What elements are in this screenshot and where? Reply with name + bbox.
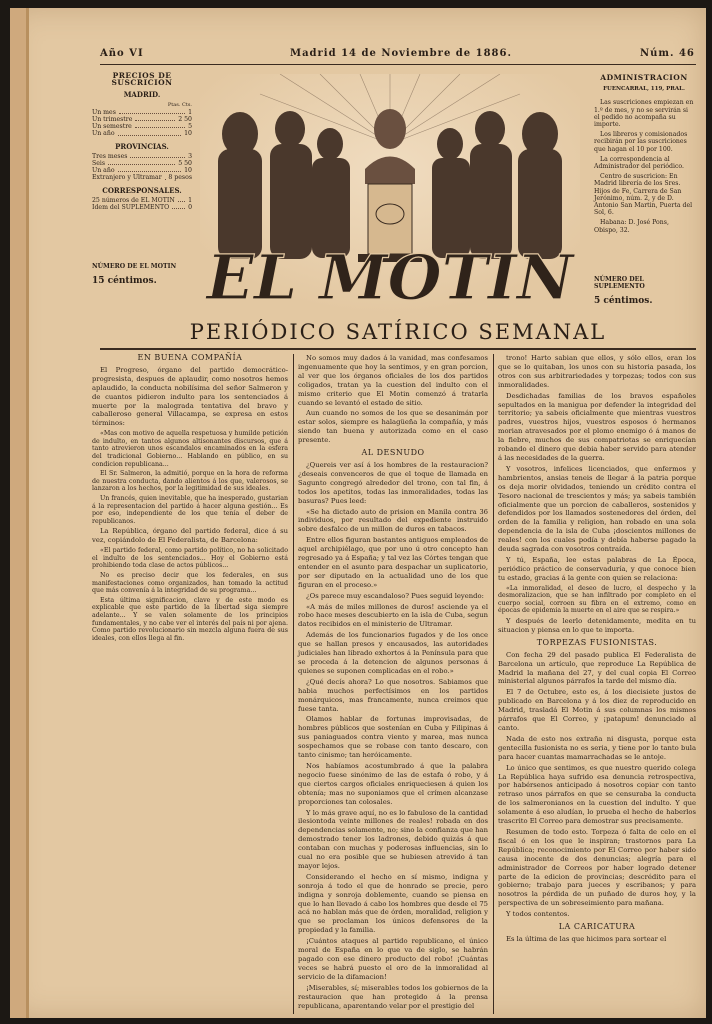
price-row xyxy=(92,160,192,167)
price-row-label: Un año xyxy=(92,167,115,175)
price-row-label: Un año xyxy=(92,130,115,138)
price-row xyxy=(92,116,192,123)
supplement-label: NÚMERO DEL SUPLEMENTO xyxy=(594,276,645,290)
paragraph: «El partido federal, como partido político, no ha solicitado el indulto de los sentenciados... Hoy el Gobierno está prohibiendo toda clase de actos públicos... xyxy=(92,547,288,570)
paragraph: Además de los funcionarios fugados y de los once que se hallan presos y encausados, las autoridades judiciales han librado exhortos á la Península para que se proceda á la detencion de algunos personas á quienes se suponen complicadas en el robo.» xyxy=(298,631,488,675)
paragraph: ¡Miserables, sí; miserables todos los gobiernos de la restauracion que han protegido á la prensa republicana, aparentando velar por el prestigio del xyxy=(298,983,488,1010)
price-row-value: 10 xyxy=(184,130,192,138)
price-row-label: 25 números de EL MOTIN xyxy=(92,196,175,204)
price-row-label: Seis xyxy=(92,160,106,168)
column-2 xyxy=(298,354,488,1012)
leader-dots xyxy=(118,130,182,135)
paragraph: Y después de leerlo detenidamente, medita en tu situacion y piensa en lo que te importa. xyxy=(498,617,696,634)
leader-dots xyxy=(118,167,182,172)
paragraph: «Mas con motivo de aquella respetuosa y humilde petición de indulto, en tantos algunos altisonantes discursos, que á tanto atrevieron unos escandalos encaminados en la esfera del tradicional Gobierno... Hablando en público, en su condicion republicana... xyxy=(92,430,288,468)
leader-dots xyxy=(119,109,185,114)
issue-price-block xyxy=(92,263,192,286)
price-row-label: Un trimestre xyxy=(92,116,133,124)
paragraph: El Progreso, órgano del partido democrático-progresista, despues de aplaudir, como nosotros hemos aplaudido, la conducta nobilísima del señor Salmeron y de cuantos pidieron indulto para los sentenciados á muerte por la malograda tentativa del bravo y caballeroso general Villacampa, se expresa en estos términos: xyxy=(92,365,288,428)
leader-dots xyxy=(130,153,185,158)
column-3 xyxy=(498,354,696,946)
paragraph: «Se ha dictado auto de prision en Manila contra 36 individuos, por resultado del expediente instruido sobre desfalco de un millon de duros en tabacos. xyxy=(298,507,488,534)
paragraph: El 7 de Octubre, esto es, á los diecisiete justos de publicado en Barcelona y á los diez de reproducido en Madrid, trasladá El Motin á sus columnas los mismos párrafos que El Correo, y ¡patapum! denunciado al canto. xyxy=(498,688,696,732)
administration-line: Centro de suscricion: En Madrid librería de los Sres. Hijos de Fe, Carrera de San Jerónimo, núm. 2, y de D. Antonio San Martin, Puerta del Sol, 6. xyxy=(594,173,693,217)
administration-line: Las suscriciones empiezan en 1.º de mes, y no se servirán si el pedido no acompaña su importe. xyxy=(594,99,694,129)
price-row-value: 1 xyxy=(188,108,192,116)
masthead-rule xyxy=(100,348,696,350)
masthead-subtitle: PERIÓDICO SATÍRICO SEMANAL xyxy=(189,320,607,344)
leader-dots xyxy=(165,174,166,179)
paragraph: Considerando el hecho en sí mismo, indigna y sonroja á todo el que de honrado se precie, pero indigna y sonroja doblemente, cuando se piensa en que lo han llevado á cabo los hombres que desde el 75 acá no hablan más que de órden, moralidad, religion y que se proclaman los únicos defensores de la propiedad y la familia. xyxy=(298,872,488,935)
corresponsales-label: CORRESPONSALES. xyxy=(102,185,182,195)
paragraph: ¿Qué decís ahora? Lo que nosotros. Sabiamos que habia muchos perfectísimos en los partidos monárquicos, mas francamente, nunca creimos que fuese tanta. xyxy=(298,677,488,713)
paragraph: Resumen de todo esto. Torpeza ó falta de celo en el fiscal ó en los que le inspiran; trastornos para La República; reconocimiento por El Correo por haber sido causa inocente de dos denuncias; alegría para el administrador de Correos por haber logrado detener parte de la edicion de provincias; descrédito para el gobierno; trabajo para jueces y escribanos; y para nosotros la pérdida de un puñado de duros hoy, y la perspectiva de un sobreseimiento para mañana. xyxy=(498,827,696,908)
paragraph: Un francés, quien inevitable, que ha inesperado, gustarian á la representacion del partido á hacer alguna gestión... Es por eso, independiente de los que tenía el deber de republicanos. xyxy=(92,495,288,525)
price-row xyxy=(92,167,192,174)
paragraph: Con fecha 29 del pasado publica El Federalista de Barcelona un artículo, que reproduce La República de Madrid la mañana del 27, y del cual copia El Correo ministerial algunos párrafos la tarde del mismo día. xyxy=(498,650,696,686)
masthead-logo: EL MOTIN xyxy=(206,241,574,314)
leader-dots xyxy=(178,197,185,202)
paragraph: ¿Quereis ver así á los hombres de la restauracion? ¿deseais convenceros de que el toque de llamada en Sagunto congregó alrededor del trono, con tal fin, á todos los apetitos, todas las inmoralidades, todas las basuras? Pues leed: xyxy=(298,460,488,505)
price-row-label: Un mes xyxy=(92,108,116,116)
administration-line: Los libreros y comisionados recibirán por las suscriciones que hagan el 10 por 100. xyxy=(594,131,688,153)
column-divider xyxy=(493,354,494,1014)
dateline: Madrid 14 de Noviembre de 1886. xyxy=(290,48,512,59)
paragraph: ¡Cuántos ataques al partido republicano, el único moral de España en lo que va de siglo, se habrán pagado con ese dinero producto del robo! ¡Cuántas veces se habrá puesto el oro de la inmoralidad al servicio de la difamacion! xyxy=(298,937,488,981)
paragraph: ¿Os parece muy escandaloso? Pues seguid leyendo: xyxy=(306,591,484,600)
paragraph: Olamos hablar de fortunas improvisadas, de hombres públicos que sostenían en Cuba y Filipinas á sus paniaguados contra viento y marea, mas nunca sospechamos que se robase con tanto descaro, con tanto cinismo; tan heróicamente. xyxy=(298,715,488,760)
paragraph: No es preciso decir que los federales, en sus manifestaciones como organizados, han tomado la actitud que más convenía á la integridad de su programa... xyxy=(92,571,288,595)
subscription-prices xyxy=(92,72,192,211)
article-title-al-desnudo: AL DESNUDO xyxy=(361,448,425,458)
provincias-label: PROVINCIAS. xyxy=(115,141,169,151)
paragraph: No somos muy dados á la vanidad, mas confesamos ingenuamente que hoy la sentimos, y en gran porcion, al ver que los órganos oficiales de los dos partidos coligados, tratan ya la cuestion del indulto con el mismo criterio que El Motin comenzó á tratarla cuando se levantó el estado de sitio. xyxy=(298,354,488,407)
binding-strip xyxy=(10,8,26,1018)
price-row-label: Extranjero y Ultramar xyxy=(92,174,162,182)
price-row xyxy=(92,109,192,116)
paragraph: Y lo más grave aquí, no es lo fabuloso de la cantidad ilesiontoda veinte millones de reales! robada en dos dependencias solamente, no; sino la confianza que han demostrado tener los ladrones, debido quizás á que contaban con muchas y poderosas influencias, sin lo cual no era posible que se hubiesen atrevido á tan mayor lejos. xyxy=(298,808,488,870)
price-row-value: 5 xyxy=(188,123,192,131)
administration-line: Habana: D. José Pons, Obispo, 32. xyxy=(594,219,669,234)
paragraph: Nada de esto nos extraña ni disgusta, porque esta gentecilla fusionista no es seria, y tiene por lo tanto bula para hacer cuantas mamarrachadas se le antoje. xyxy=(498,734,696,761)
price-row-label: Tres meses xyxy=(92,152,128,160)
price-row xyxy=(92,204,192,211)
article-title-la-caricatura: LA CARICATURA xyxy=(558,922,636,932)
price-row-value: 8 pesos xyxy=(168,174,192,182)
paragraph: Y todos contentos. xyxy=(506,910,570,919)
price-row xyxy=(92,153,192,160)
price-row-label: Idem del SUPLEMENTO xyxy=(92,204,170,212)
price-row-label: Un semestre xyxy=(92,123,132,131)
price-row xyxy=(92,130,192,137)
leader-dots xyxy=(108,160,175,165)
leader-dots xyxy=(172,204,185,209)
paragraph: Y tú, España, lee estas palabras de La Época, periódico práctico de conservaduría, y que conoce bien tu estado, gracias á la gente con quien se relaciona: xyxy=(498,555,696,582)
issue-number: Núm. 46 xyxy=(640,48,695,59)
administration-line: La correspondencia al Administrador del periódico. xyxy=(594,155,684,171)
prices-title: PRECIOS DE SUSCRICION xyxy=(111,71,173,88)
page-edge xyxy=(26,8,29,1018)
paragraph: Entre ellos figuran bastantes antiguos empleados de aquel archipiélago, que por uno ú otro concepto han regresado ya á España; y tal vez las Córtes tengan que entender en el asunto para despachar un suplicatorio, por ser diputado en la actualidad uno de los que figuran en el proceso.» xyxy=(298,536,488,589)
leader-dots xyxy=(135,123,185,128)
price-row-value: 10 xyxy=(184,167,192,175)
price-row-value: 5 50 xyxy=(178,160,192,168)
price-row xyxy=(92,174,192,181)
price-row xyxy=(92,197,192,204)
paragraph: trono! Harto sabian que ellos, y sólo ellos, eran los que se lo quitaban, los unos con su historia pasada, los otros con sus arbitrariedades y torpezas; todos con sus inmoralidades. xyxy=(498,354,696,389)
paragraph: Es la última de las que hicimos para sortear el xyxy=(506,934,667,943)
paragraph: La República, órgano del partido federal, dice á su vez, copiándolo de El Federalista, de Barcelona: xyxy=(92,527,288,545)
paragraph: «La inmoralidad, el deseo de lucro, el despecho y la desmoralizacion, que se han infiltrado por completo en el cuerpo social, corroen su fibra en el extremo, como en épocas de epidemia la muerte en el aire que se respira.» xyxy=(498,584,696,615)
price-row-value: 1 xyxy=(188,196,192,204)
paragraph: «A más de miles millones de duros! asciende ya el robo hace meses descubierto en la isla de Cuba, segun datos recibidos en el ministerio de Ultramar. xyxy=(298,602,488,629)
issue-price: 15 céntimos. xyxy=(92,276,157,286)
paragraph: El Sr. Salmeron, la admitió, porque en la hora de reforma de nuestra conducta, dando alientos á los que, valerosos, se lanzaron a los hechos, por la legitimidad de sus ideales. xyxy=(92,470,288,493)
leader-dots xyxy=(135,116,175,121)
price-row-value: 3 xyxy=(188,152,192,160)
price-row-value: 2 50 xyxy=(178,116,192,124)
price-row-value: 0 xyxy=(188,204,192,212)
header-rule xyxy=(100,64,696,65)
paragraph: Nos habíamos acostumbrado á que la palabra negocio fuese sinónimo de las de estafa ó robo, y á que ciertos cargos oficiales enriqueciesen á quien los obtenía; mas no suponiamos que el crímen alcanzase proporciones tan colosales. xyxy=(298,761,488,806)
paragraph: Y vosotros, infelices licenciados, que enfermos y hambrientos, ansias teneis de llegar á la patria porque os deja morir olvidados, teniendo un crédito contra el Tesoro nacional de trescientos y más; ya sabeis también oficialmente que un porcion de caballeros, sostenidos y defendidos por los llamados sostenedores del órden, del orden de la familia y religion, han robado en una sola dependencia de la isla de Cuba ¡doscientos millones de reales! con los cuales podía y debía haberse pagado la deuda sagrada con vosotros contraída. xyxy=(498,464,696,554)
paragraph: Esta última significacion, clave y de este modo es explicable que este partido de la libertad siga siempre adelante... Y se valen solamente de los principios fundamentales, y no cabe ver el interés del país ni por ajena. Como partido revolucionario sin mezcla alguna fuera de sus ideales, con ellos llega al fin. xyxy=(92,596,288,642)
supplement-price-block xyxy=(594,276,694,306)
paragraph: Lo único que sentimos, es que nuestro querido colega La República haya sufrido esa denuncia retrospectiva, por habérsenos anticipado á nosotros copiar con tanto retraso unos párrafos en que se censuraba la conducta de los salmeronianos en la cuestion del indulto. Y que solamente á eso aludían, lo prueba el hecho de haberlos trascrito El Correo para demostrar sus precisamente. xyxy=(498,763,696,826)
price-row xyxy=(92,123,192,130)
masthead-illustration xyxy=(200,74,580,314)
administration-address: FUENCARRAL, 119, PRAL. xyxy=(603,86,685,93)
paragraph: Desdichadas familias de los bravos españoles sepultados en la manigua por defender la integridad del territorio; ya sabeis oficialmente que mientras vuestros padres, vuestros hijos, vuestros esposos ó hermanos morian atravesados por el plomo enemigo ó á manos de la fiebre, muchos de sus compatriotas se enriquecían robando el dinero que debia haber servido para atender á las necesidades de la guerra. xyxy=(498,391,696,462)
header-line xyxy=(100,48,700,60)
issue-year: Año VI xyxy=(100,48,144,59)
column-1 xyxy=(92,354,288,644)
supplement-price: 5 céntimos. xyxy=(594,296,653,306)
madrid-label: MADRID. xyxy=(123,90,161,100)
price-col-heads: Ptas. Cts. xyxy=(167,101,192,108)
paragraph: Aun cuando no somos de los que se desanimán por estar solos, siempre es halagüeña la compañía, y más siendo tan buena y autorizada como en el caso presente. xyxy=(298,409,488,445)
administration-box xyxy=(594,74,694,237)
article-title-torpezas: TORPEZAS FUSIONISTAS. xyxy=(536,637,658,647)
administration-title: ADMINISTRACION xyxy=(600,73,688,82)
newspaper-page xyxy=(10,8,706,1018)
article-title-en-buena-compania: EN BUENA COMPAÑÍA xyxy=(137,353,243,362)
column-divider xyxy=(293,354,294,1014)
issue-price-label: NÚMERO DE EL MOTIN xyxy=(92,263,177,270)
